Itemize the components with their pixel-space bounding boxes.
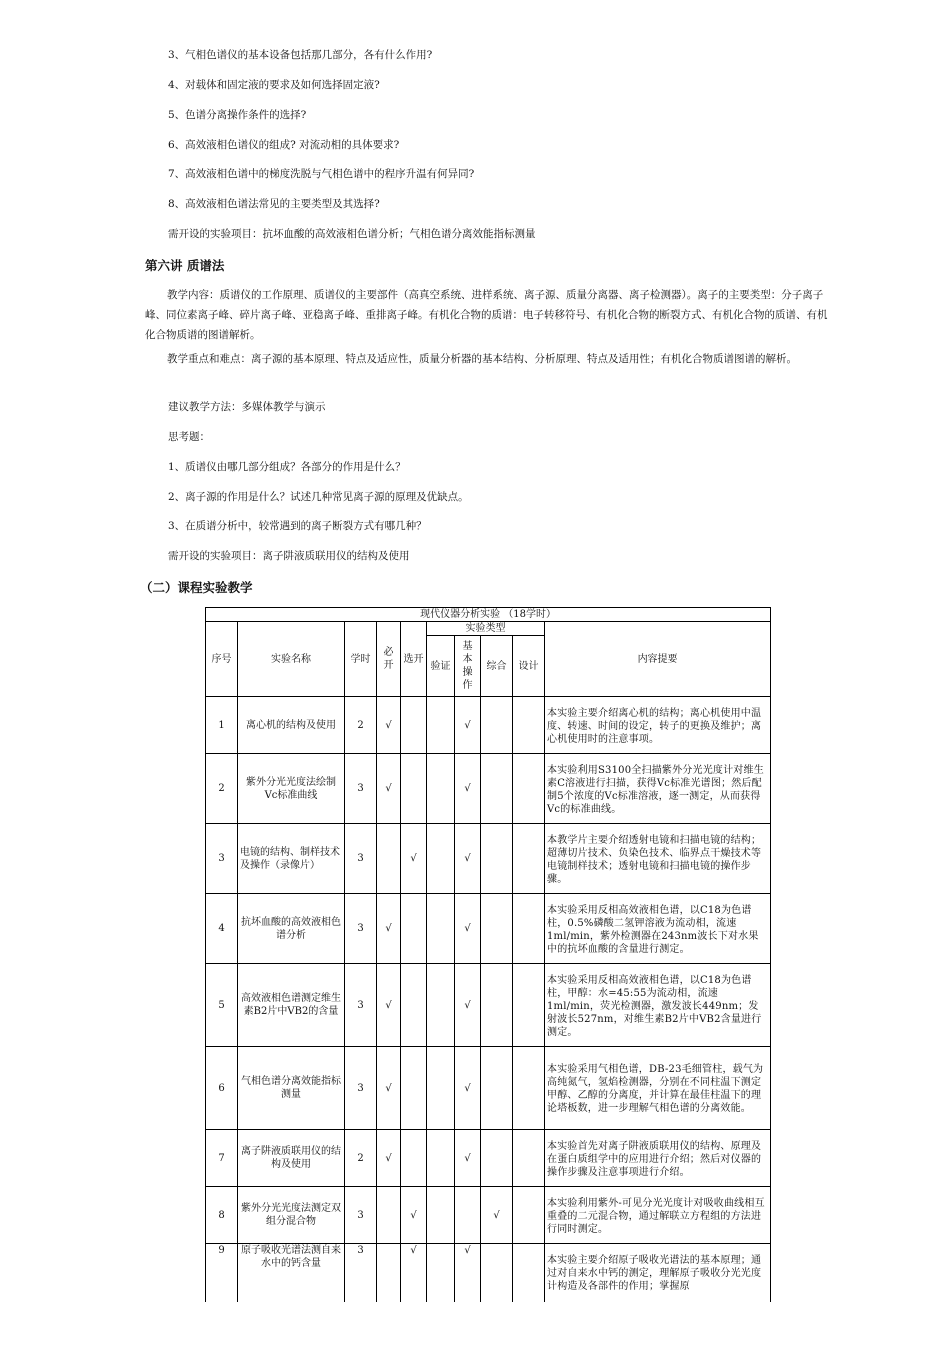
cell-required: √	[377, 754, 401, 824]
cell-summary: 本实验主要介绍离心机的结构；离心机使用中温度、转速、时间的设定，转子的更换及维护；离心机使用时的注意事项。	[545, 697, 771, 754]
cell-basic: √	[455, 964, 481, 1047]
cell-no: 8	[206, 1187, 238, 1244]
header-name: 实验名称	[238, 622, 345, 697]
table-row	[206, 1187, 771, 1244]
cell-name: 抗坏血酸的高效液相色谱分析	[238, 894, 345, 964]
cell-elective	[401, 754, 427, 824]
cell-no: 9	[206, 1244, 238, 1314]
cell-name: 气相色谱分离效能指标测量	[238, 1047, 345, 1130]
cell-hours: 3	[345, 754, 377, 824]
experiment-line: 需开设的实验项目：离子阱液质联用仪的结构及使用	[168, 550, 410, 562]
cell-summary: 本实验利用紫外-可见分光光度计对吸收曲线相互重叠的二元混合物，通过解联立方程组的方法进行同时测定。	[545, 1187, 771, 1244]
cell-required: √	[377, 894, 401, 964]
cell-basic: √	[455, 1047, 481, 1130]
cell-no: 1	[206, 697, 238, 754]
table-row	[206, 824, 771, 894]
cell-comprehensive	[481, 964, 513, 1047]
cell-verify	[427, 824, 455, 894]
cell-summary: 本实验利用S3100全扫描紫外分光光度计对维生素C溶液进行扫描，获得Vc标准光谱图；然后配制5个浓度的Vc标准溶液，逐一测定，从而获得Vc的标准曲线。	[545, 754, 771, 824]
cell-summary: 本实验采用反相高效液相色谱，以C18为色谱柱，甲醇：水=45:55为流动相，流速1ml/min，荧光检测器，激发波长449nm；发射波长527nm，对维生素B2片中VB2含量进行测定。	[545, 964, 771, 1047]
cell-basic: √	[455, 1130, 481, 1187]
cell-no: 4	[206, 894, 238, 964]
key-points: 教学重点和难点：离子源的基本原理、特点及适应性，质量分析器的基本结构、分析原理、特点及适用性；有机化合物质谱图谱的解析。	[167, 353, 797, 365]
cell-name: 紫外分光光度法绘制Vc标准曲线	[238, 754, 345, 824]
cell-comprehensive	[481, 1130, 513, 1187]
cell-hours: 3	[345, 1187, 377, 1244]
section-heading: （二）课程实验教学	[140, 580, 253, 595]
cell-design	[513, 1130, 545, 1187]
cell-summary: 本实验采用气相色谱，DB-23毛细管柱，载气为高纯氮气，氢焰检测器，分别在不同柱温下测定甲醇、乙醇的分离度，并计算在最佳柱温下的理论塔板数，进一步理解气相色谱的分离效能。	[545, 1047, 771, 1130]
cell-name: 离子阱液质联用仪的结构及使用	[238, 1130, 345, 1187]
cell-hours: 3	[345, 1244, 377, 1314]
header-summary: 内容提要	[545, 622, 771, 697]
cell-basic: √	[455, 754, 481, 824]
cell-comprehensive	[481, 697, 513, 754]
cell-basic: √	[455, 697, 481, 754]
table-row	[206, 754, 771, 824]
header-design: 设计	[513, 636, 545, 697]
header-no: 序号	[206, 622, 238, 697]
table-caption: 现代仪器分析实验 （18学时）	[206, 608, 771, 622]
cell-elective: √	[401, 1187, 427, 1244]
cell-elective: √	[401, 1244, 427, 1314]
think-label: 思考题：	[168, 431, 210, 443]
cell-name: 离心机的结构及使用	[238, 697, 345, 754]
cell-required: √	[377, 1130, 401, 1187]
cell-elective	[401, 894, 427, 964]
cell-name: 高效液相色谱测定维生素B2片中VB2的含量	[238, 964, 345, 1047]
cell-no: 5	[206, 964, 238, 1047]
cell-name: 紫外分光光度法测定双组分混合物	[238, 1187, 345, 1244]
cell-summary: 本实验采用反相高效液相色谱，以C18为色谱柱，0.5%磷酸二氢钾溶液为流动相，流速1ml/min，紫外检测器在243nm波长下对水果中的抗坏血酸的含量进行测定。	[545, 894, 771, 964]
cell-comprehensive	[481, 824, 513, 894]
question-item: 6、高效液相色谱仪的组成? 对流动相的具体要求?	[168, 139, 400, 151]
question-item: 3、在质谱分析中，较常遇到的离子断裂方式有哪几种？	[168, 520, 427, 532]
cell-no: 7	[206, 1130, 238, 1187]
header-hours: 学时	[345, 622, 377, 697]
cell-design	[513, 894, 545, 964]
header-basic: 基本操作	[455, 636, 481, 697]
lecture-heading: 第六讲 质谱法	[145, 258, 225, 273]
header-verify: 验证	[427, 636, 455, 697]
cell-hours: 3	[345, 894, 377, 964]
cell-elective	[401, 964, 427, 1047]
cell-required	[377, 1187, 401, 1244]
cell-elective: √	[401, 824, 427, 894]
cell-basic: √	[455, 1244, 481, 1314]
cell-basic: √	[455, 824, 481, 894]
cell-summary: 本教学片主要介绍透射电镜和扫描电镜的结构；超薄切片技术、负染色技术、临界点干燥技术等电镜制样技术；透射电镜和扫描电镜的操作步骤。	[545, 824, 771, 894]
cell-verify	[427, 1047, 455, 1130]
experiment-line: 需开设的实验项目：抗坏血酸的高效液相色谱分析；气相色谱分离效能指标测量	[168, 228, 536, 240]
cell-hours: 3	[345, 964, 377, 1047]
page-cutoff	[0, 1302, 951, 1347]
cell-hours: 2	[345, 1130, 377, 1187]
teaching-content: 教学内容：质谱仪的工作原理、质谱仪的主要部件（高真空系统、进样系统、离子源、质量分离器、离子检测器）。离子的主要类型：分子离子峰、同位素离子峰、碎片离子峰、亚稳离子峰、重排离子峰。有机化合物的质谱：电子转移符号、有机化合物的断裂方式、有机化合物的质谱、有机化合物质谱的图谱解析。	[145, 289, 828, 341]
question-item: 2、离子源的作用是什么？试述几种常见离子源的原理及优缺点。	[168, 491, 469, 503]
cell-design	[513, 1187, 545, 1244]
cell-comprehensive	[481, 754, 513, 824]
cell-no: 6	[206, 1047, 238, 1130]
cell-verify	[427, 697, 455, 754]
cell-design	[513, 1047, 545, 1130]
cell-hours: 3	[345, 1047, 377, 1130]
cell-no: 2	[206, 754, 238, 824]
cell-basic	[455, 1187, 481, 1244]
question-item: 1、质谱仪由哪几部分组成？各部分的作用是什么？	[168, 461, 406, 473]
table-row	[206, 1047, 771, 1130]
header-type-group: 实验类型	[427, 622, 545, 636]
cell-required: √	[377, 964, 401, 1047]
cell-design	[513, 824, 545, 894]
table-row	[206, 697, 771, 754]
cell-elective	[401, 1047, 427, 1130]
cell-design	[513, 964, 545, 1047]
cell-summary: 本实验主要介绍原子吸收光谱法的基本原理；通过对自来水中钙的测定，理解原子吸收分光光度计构造及各部件的作用；掌握原	[545, 1244, 771, 1314]
cell-verify	[427, 754, 455, 824]
cell-no: 3	[206, 824, 238, 894]
cell-name: 电镜的结构、制样技术及操作（录像片）	[238, 824, 345, 894]
cell-design	[513, 697, 545, 754]
header-elective: 选开	[401, 622, 427, 697]
cell-summary: 本实验首先对离子阱液质联用仪的结构、原理及在蛋白质组学中的应用进行介绍；然后对仪器的操作步骤及注意事项进行介绍。	[545, 1130, 771, 1187]
cell-comprehensive: √	[481, 1187, 513, 1244]
cell-comprehensive	[481, 894, 513, 964]
table-row	[206, 964, 771, 1047]
question-item: 8、高效液相色谱法常见的主要类型及其选择?	[168, 198, 380, 210]
table-row	[206, 894, 771, 964]
cell-elective	[401, 1130, 427, 1187]
cell-required	[377, 824, 401, 894]
cell-verify	[427, 964, 455, 1047]
cell-verify	[427, 894, 455, 964]
cell-comprehensive	[481, 1047, 513, 1130]
experiment-table	[205, 607, 771, 1314]
question-item: 5、色谱分离操作条件的选择?	[168, 109, 307, 121]
teaching-method: 建议教学方法：多媒体教学与演示	[168, 401, 326, 413]
cell-basic: √	[455, 894, 481, 964]
cell-verify	[427, 1187, 455, 1244]
cell-elective	[401, 697, 427, 754]
header-comprehensive: 综合	[481, 636, 513, 697]
cell-hours: 3	[345, 824, 377, 894]
header-required: 必开	[377, 622, 401, 697]
cell-design	[513, 754, 545, 824]
cell-required: √	[377, 697, 401, 754]
question-item: 4、对载体和固定液的要求及如何选择固定液?	[168, 79, 380, 91]
cell-verify	[427, 1130, 455, 1187]
cell-hours: 2	[345, 697, 377, 754]
question-item: 3、气相色谱仪的基本设备包括那几部分，各有什么作用?	[168, 49, 433, 61]
cell-required: √	[377, 1047, 401, 1130]
table-row	[206, 1130, 771, 1187]
cell-name: 原子吸收光谱法测自来水中的钙含量	[238, 1244, 345, 1314]
question-item: 7、高效液相色谱中的梯度洗脱与气相色谱中的程序升温有何异同?	[168, 168, 475, 180]
